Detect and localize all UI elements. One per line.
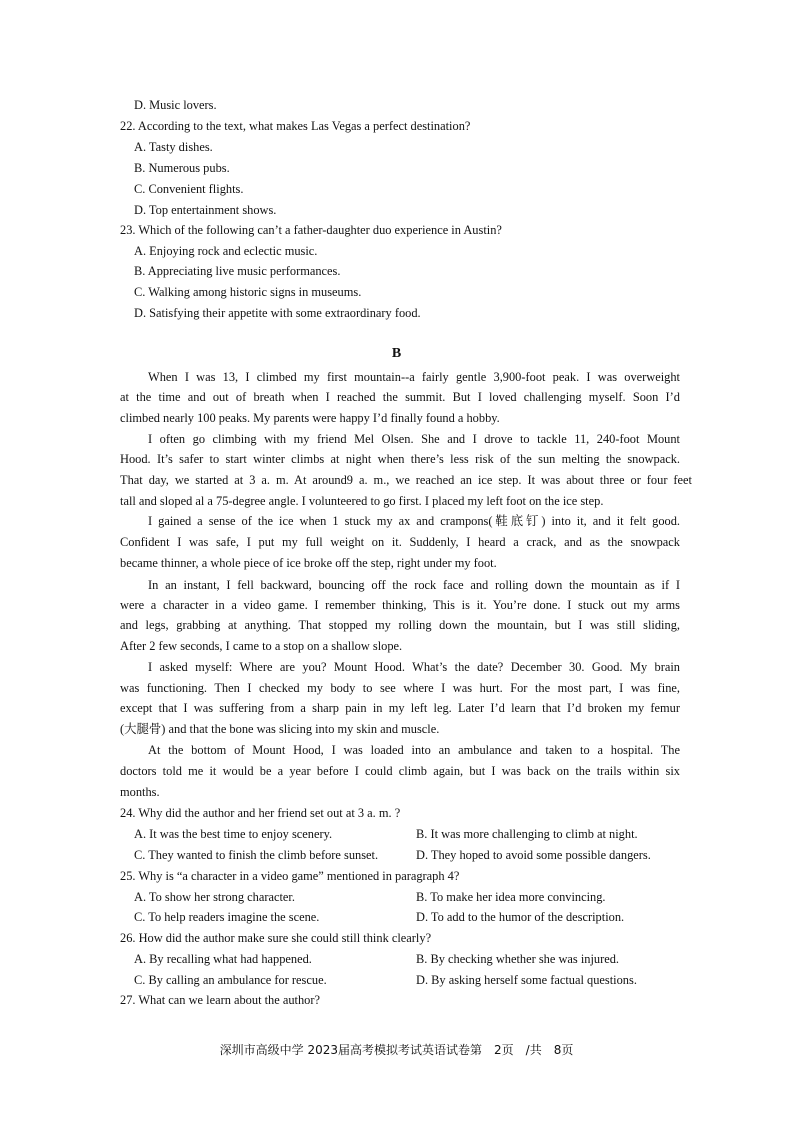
option-23-b: B. Appreciating live music performances. xyxy=(134,264,341,278)
option-21-d: D. Music lovers. xyxy=(134,98,217,112)
option-26-d: D. By asking herself some factual questions. xyxy=(416,973,637,987)
option-22-c: C. Convenient flights. xyxy=(134,182,244,196)
passage-line: was functioning. Then I checked my body to see where I was hurt. For the most part, I was fine, xyxy=(120,681,680,695)
option-22-a: A. Tasty dishes. xyxy=(134,140,213,154)
section-b-title: B xyxy=(391,346,402,361)
passage-line: except that I was suffering from a sharp pain in my left leg. Later I’d learn that I’d broken my femur xyxy=(120,701,680,715)
option-23-a: A. Enjoying rock and eclectic music. xyxy=(134,244,318,258)
passage-line: and legs, grabbing at anything. That stopped my rolling down the mountain, but I was still sliding, xyxy=(120,618,680,632)
question-24-stem: 24. Why did the author and her friend set out at 3 a. m. ? xyxy=(120,806,401,820)
question-23-stem: 23. Which of the following can’t a father-daughter duo experience in Austin? xyxy=(120,223,502,237)
option-23-d: D. Satisfying their appetite with some extraordinary food. xyxy=(134,306,421,320)
passage-line: (大腿骨) and that the bone was slicing into my skin and muscle. xyxy=(120,722,440,736)
option-24-b: B. It was more challenging to climb at night. xyxy=(416,827,638,841)
passage-line: I gained a sense of the ice when 1 stuck my ax and crampons(鞋底钉) into it, and it felt good. xyxy=(148,514,680,528)
passage-line: That day, we started at 3 a. m. At around9 a. m., we reached an ice step. It was about three or four feet xyxy=(120,473,692,487)
passage-line: Confident I was safe, I put my full weight on it. Suddenly, I heard a crack, and as the snowpack xyxy=(120,535,680,549)
passage-line: at the time and out of breath when I reached the summit. But I loved challenging myself. Soon I’d xyxy=(120,390,680,404)
passage-line: doctors told me it would be a year before I could climb again, but I was back on the trails within six xyxy=(120,764,680,778)
passage-line: I often go climbing with my friend Mel Olsen. She and I drove to tackle 11, 240-foot Mount xyxy=(148,432,680,446)
passage-line: months. xyxy=(120,785,160,799)
passage-line: At the bottom of Mount Hood, I was loaded into an ambulance and taken to a hospital. The xyxy=(148,743,680,757)
option-26-a: A. By recalling what had happened. xyxy=(134,952,312,966)
passage-line: When I was 13, I climbed my first mountain--a fairly gentle 3,900-foot peak. I was overweight xyxy=(148,370,680,384)
passage-line: Hood. It’s safer to start winter climbs at night when there’s less risk of the sun melting the snowpack. xyxy=(120,452,680,466)
question-25-stem: 25. Why is “a character in a video game” mentioned in paragraph 4? xyxy=(120,869,460,883)
passage-line: became thinner, a whole piece of ice broke off the step, right under my foot. xyxy=(120,556,497,570)
passage-line: climbed nearly 100 peaks. My parents were happy I’d finally found a hobby. xyxy=(120,411,500,425)
option-25-a: A. To show her strong character. xyxy=(134,890,295,904)
passage-line: In an instant, I fell backward, bouncing off the rock face and rolling down the mountain as if I xyxy=(148,578,680,592)
option-25-b: B. To make her idea more convincing. xyxy=(416,890,606,904)
question-26-stem: 26. How did the author make sure she could still think clearly? xyxy=(120,931,432,945)
passage-line: After 2 few seconds, I came to a stop on a shallow slope. xyxy=(120,639,403,653)
option-25-d: D. To add to the humor of the description. xyxy=(416,910,625,924)
page-footer: 深圳市高级中学 2023届高考模拟考试英语试卷第 2页 /共 8页 xyxy=(219,1043,574,1057)
option-24-d: D. They hoped to avoid some possible dangers. xyxy=(416,848,651,862)
passage-line: tall and sloped al a 75-degree angle. I volunteered to go first. I placed my left foot on the ice step. xyxy=(120,494,604,508)
question-22-stem: 22. According to the text, what makes Las Vegas a perfect destination? xyxy=(120,119,471,133)
option-25-c: C. To help readers imagine the scene. xyxy=(134,910,320,924)
option-26-c: C. By calling an ambulance for rescue. xyxy=(134,973,327,987)
passage-line: were a character in a video game. I remember thinking, This is it. You’re done. I stuck out my arms xyxy=(120,598,680,612)
option-22-b: B. Numerous pubs. xyxy=(134,161,230,175)
option-24-c: C. They wanted to finish the climb before sunset. xyxy=(134,848,379,862)
option-24-a: A. It was the best time to enjoy scenery. xyxy=(134,827,333,841)
option-26-b: B. By checking whether she was injured. xyxy=(416,952,620,966)
question-27-stem: 27. What can we learn about the author? xyxy=(120,993,321,1007)
option-22-d: D. Top entertainment shows. xyxy=(134,203,277,217)
passage-line: I asked myself: Where are you? Mount Hood. What’s the date? December 30. Good. My brain xyxy=(148,660,680,674)
option-23-c: C. Walking among historic signs in museums. xyxy=(134,285,362,299)
